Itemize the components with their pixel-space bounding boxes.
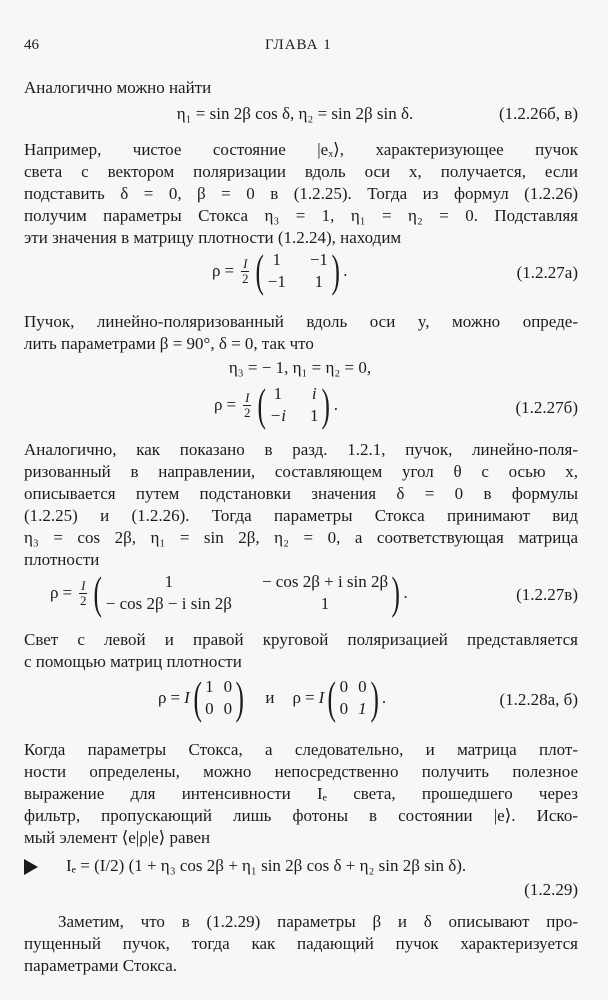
- equation-number: (1.2.28а, б): [499, 690, 578, 709]
- text-line: Аналогично, как показано в разд. 1.2.1, пучок, линейно-поля-: [24, 440, 578, 459]
- matrix-cell: 0: [339, 699, 349, 718]
- matrix-equation-1-2-27v: [50, 567, 408, 618]
- text-line: ности определены, можно непосредственно получить полезное: [24, 762, 578, 781]
- fraction-numerator: I: [245, 389, 250, 405]
- text-line: Свет с левой и правой круговой поляризацией представляется: [24, 630, 578, 649]
- rho-symbol: ρ: [50, 583, 59, 602]
- text-line: Например, чистое состояние |eₓ⟩, характеризующее пучок: [24, 140, 578, 159]
- equation-number: (1.2.27а): [516, 263, 578, 282]
- matrix-cell: 1: [320, 594, 330, 613]
- equation-1-2-29: [24, 856, 466, 876]
- period: .: [333, 395, 339, 414]
- matrix-cell: 0: [223, 699, 233, 718]
- matrix-cell: 0: [223, 677, 233, 696]
- matrix-cell: 1: [309, 406, 319, 425]
- equation-number: (1.2.27б): [515, 398, 578, 417]
- matrix-body: [340, 677, 367, 719]
- text-line: Когда параметры Стокса, а следовательно, и матрица плот-: [24, 740, 578, 759]
- triangle-marker-icon: [24, 859, 38, 875]
- matrix-cell: 0: [358, 677, 367, 696]
- left-paren: (: [255, 245, 265, 296]
- matrix-cell: 1: [273, 384, 283, 403]
- equation-number: (1.2.27в): [516, 585, 578, 604]
- text-line: Аналогично можно найти: [24, 78, 212, 97]
- matrix-equation-1-2-28a: [158, 672, 387, 723]
- fraction-numerator: I: [243, 255, 248, 271]
- text-line: Пучок, линейно-поляризованный вдоль оси y, можно опреде-: [24, 312, 578, 331]
- rho-symbol: ρ: [212, 261, 221, 280]
- right-paren: ): [321, 379, 331, 430]
- fraction-numerator: I: [81, 577, 86, 593]
- left-paren: (: [193, 672, 202, 723]
- text-line: получим параметры Стокса η₃ = 1, η₁ = η₂ = 0. Подставляя: [24, 206, 578, 225]
- matrix-cell: − cos 2β − i sin 2β: [105, 594, 232, 613]
- fraction-i-over-2: [241, 257, 249, 286]
- right-paren: ): [331, 245, 340, 296]
- fraction-denominator: 2: [244, 404, 251, 420]
- equals-sign: =: [226, 395, 237, 414]
- equals-sign: =: [62, 583, 73, 602]
- matrix-body: [106, 572, 388, 614]
- left-paren: (: [93, 567, 103, 618]
- matrix-equation-1-2-27b: [214, 379, 339, 430]
- equation-number: (1.2.26б, в): [499, 104, 578, 123]
- matrix-body: [205, 677, 232, 719]
- equals-sign: =: [224, 261, 235, 280]
- text-line: фильтр, пропускающий лишь фотоны в состоянии |e⟩. Иско-: [24, 806, 578, 825]
- conjunction: и: [265, 688, 275, 707]
- rho-symbol: ρ: [214, 395, 223, 414]
- matrix-cell: 0: [339, 677, 349, 696]
- text-line: η₃ = cos 2β, η₁ = sin 2β, η₂ = 0, а соответствующая матрица: [24, 528, 578, 547]
- text-line: с помощью матриц плотности: [24, 652, 242, 671]
- left-paren: (: [327, 672, 337, 723]
- matrix-cell: −1: [309, 250, 328, 269]
- matrix-cell: i: [311, 384, 317, 403]
- fraction-denominator: 2: [80, 592, 87, 608]
- matrix-cell: 1: [272, 250, 282, 269]
- rho-symbol: ρ: [158, 688, 167, 707]
- text-line: эти значения в матрицу плотности (1.2.24), находим: [24, 228, 402, 247]
- intensity-symbol: I: [184, 688, 190, 707]
- matrix-cell: −1: [267, 272, 286, 291]
- right-paren: ): [370, 672, 379, 723]
- period: .: [403, 583, 408, 602]
- matrix-body: [268, 250, 328, 292]
- equation-text: Iₑ = (I/2) (1 + η₃ cos 2β + η₁ sin 2β cos δ + η₂ sin 2β sin δ).: [66, 856, 467, 875]
- matrix-equation-1-2-27a: [212, 245, 348, 296]
- text-line: выражение для интенсивности Iₑ света, прошедшего через: [24, 784, 578, 803]
- text-line: мый элемент ⟨e|ρ|e⟩ равен: [24, 828, 211, 847]
- text-line: описывается путем подстановки значения δ = 0 в формулы: [24, 484, 578, 503]
- matrix-cell: − cos 2β + i sin 2β: [261, 572, 389, 591]
- fraction-denominator: 2: [242, 270, 249, 286]
- rho-symbol: ρ: [292, 688, 301, 707]
- matrix-cell: 1: [358, 699, 367, 718]
- period: .: [381, 688, 387, 707]
- equation-1-2-26bv: η₁ = sin 2β cos δ, η₂ = sin 2β sin δ.: [176, 104, 414, 123]
- text-line: (1.2.25) и (1.2.26). Тогда параметры Стокса принимают вид: [24, 506, 578, 525]
- running-header: ГЛАВА 1: [265, 37, 332, 53]
- right-paren: ): [235, 672, 244, 723]
- left-paren: (: [257, 379, 267, 430]
- period: .: [343, 261, 348, 280]
- matrix-cell: −i: [269, 406, 286, 425]
- equation-eta-values: η₃ = − 1, η₁ = η₂ = 0,: [228, 358, 372, 377]
- text-line: подставить δ = 0, β = 0 в (1.2.25). Тогда из формул (1.2.26): [24, 184, 578, 203]
- equation-number: (1.2.29): [524, 880, 578, 899]
- text-line: параметрами Стокса.: [24, 956, 177, 975]
- text-line: света с вектором поляризации вдоль оси x, получается, если: [24, 162, 578, 181]
- fraction-i-over-2: [79, 579, 87, 608]
- matrix-cell: 1: [314, 272, 324, 291]
- matrix-cell: 0: [205, 699, 214, 718]
- equals-sign: =: [305, 688, 315, 707]
- fraction-i-over-2: [243, 391, 251, 420]
- page-number: 46: [24, 37, 39, 53]
- text-line: ризованный в направлении, составляющем угол θ с осью x,: [24, 462, 578, 481]
- right-paren: ): [391, 567, 401, 618]
- equals-sign: =: [170, 688, 181, 707]
- text-line: плотности: [24, 550, 100, 569]
- intensity-symbol: I: [318, 688, 325, 707]
- text-line: пущенный пучок, тогда как падающий пучок характеризуется: [24, 934, 578, 953]
- matrix-body: [270, 384, 319, 426]
- text-line: Заметим, что в (1.2.29) параметры β и δ описывают про-: [58, 912, 578, 931]
- matrix-cell: 1: [205, 677, 214, 696]
- text-line: лить параметрами β = 90°, δ = 0, так что: [24, 334, 314, 353]
- matrix-cell: 1: [164, 572, 174, 591]
